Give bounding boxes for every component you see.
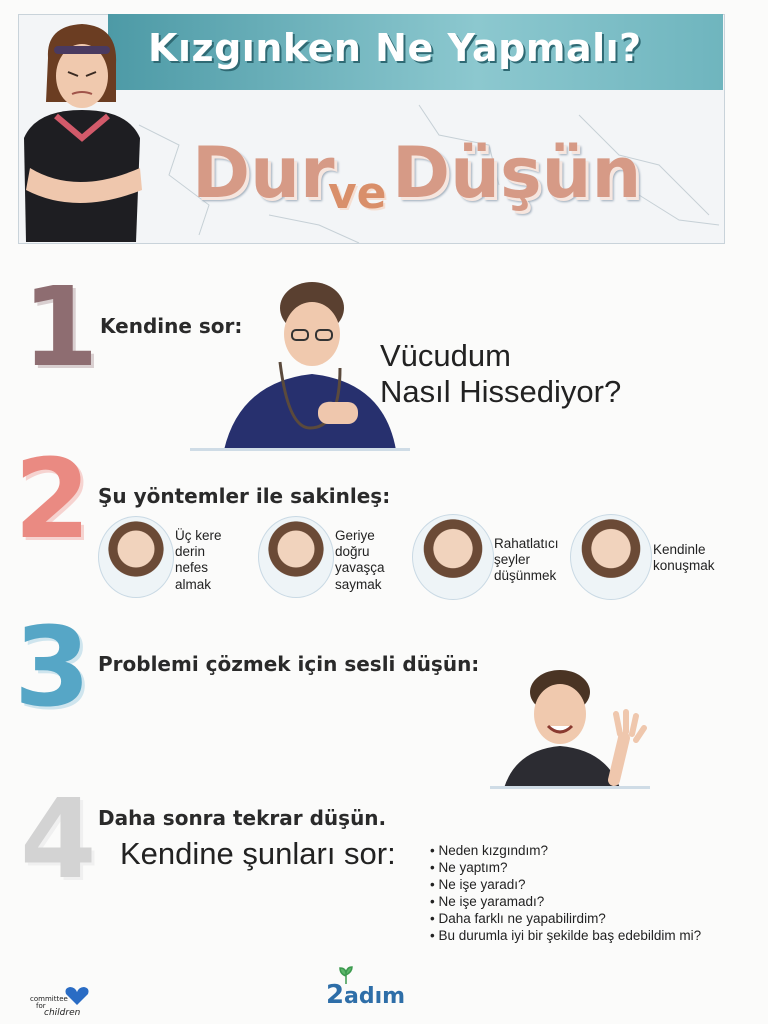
step-2-heading: Şu yöntemler ile sakinleş: [98,484,391,508]
slogan-think: Düşün [392,132,642,214]
angry-girl-image [16,18,156,242]
2-adim-logo [326,966,436,1016]
method-text: nefes [175,560,209,576]
method-self-talk-image [570,514,652,600]
step-3-heading: Problemi çözmek için sesli düşün: [98,652,480,676]
method-text: Geriye [335,528,375,543]
method-text: almak [175,576,212,592]
method-counting [335,528,385,593]
reflection-question: • Ne yaptım? [430,859,701,876]
reflection-question: • Ne işe yaradı? [430,876,701,893]
reflection-question: • Bu durumla iyi bir şekilde baş edebildim mi? [430,927,701,944]
method-text: şeyler [494,552,531,568]
step-3-number: 3 [14,603,91,731]
step-1-number: 1 [22,263,99,391]
method-counting-image [258,516,334,598]
step-1-question-line1: Vücudum [380,338,511,373]
page-title: Kızgınken Ne Yapmalı? [148,26,642,70]
method-text: yavaşça [335,560,385,576]
logo-word: adım [344,984,406,1009]
cfc-text: committee [30,995,68,1003]
method-text: Rahatlatıcı [494,536,559,551]
step-4-number: 4 [20,775,97,903]
divider [490,786,650,789]
cfc-text: for [36,1002,46,1010]
slogan-and: ve [328,168,387,219]
cfc-text: children [44,1008,81,1018]
logo-number: 2 [326,980,345,1010]
method-text: doğru [335,544,370,560]
boy-thinking-aloud-image [496,668,656,790]
method-text: düşünmek [494,568,557,584]
method-relaxing [494,536,559,585]
step-1-question [380,338,621,409]
boy-with-stethoscope-image [200,278,400,452]
method-text: saymak [335,576,382,592]
divider [190,448,410,451]
method-text: konuşmak [653,558,715,574]
step-4-heading: Daha sonra tekrar düşün. [98,806,387,830]
method-self-talk [653,542,715,574]
reflection-question-list [430,842,701,944]
method-relaxing-image [412,514,494,600]
reflection-question: • Ne işe yaramadı? [430,893,701,910]
method-text: derin [175,544,206,560]
step-2-number: 2 [14,435,91,563]
step-4-subheading: Kendine şunları sor: [120,836,396,871]
method-text: Üç kere [175,528,222,543]
slogan-stop: Dur [192,132,335,214]
method-breathing-image [98,516,174,598]
step-1-heading: Kendine sor: [100,314,243,338]
method-text: Kendinle [653,542,706,557]
reflection-question: • Daha farklı ne yapabilirdim? [430,910,701,927]
step-1-question-line2: Nasıl Hissediyor? [380,373,622,409]
method-breathing [175,528,222,593]
reflection-question: • Neden kızgındım? [430,842,701,859]
